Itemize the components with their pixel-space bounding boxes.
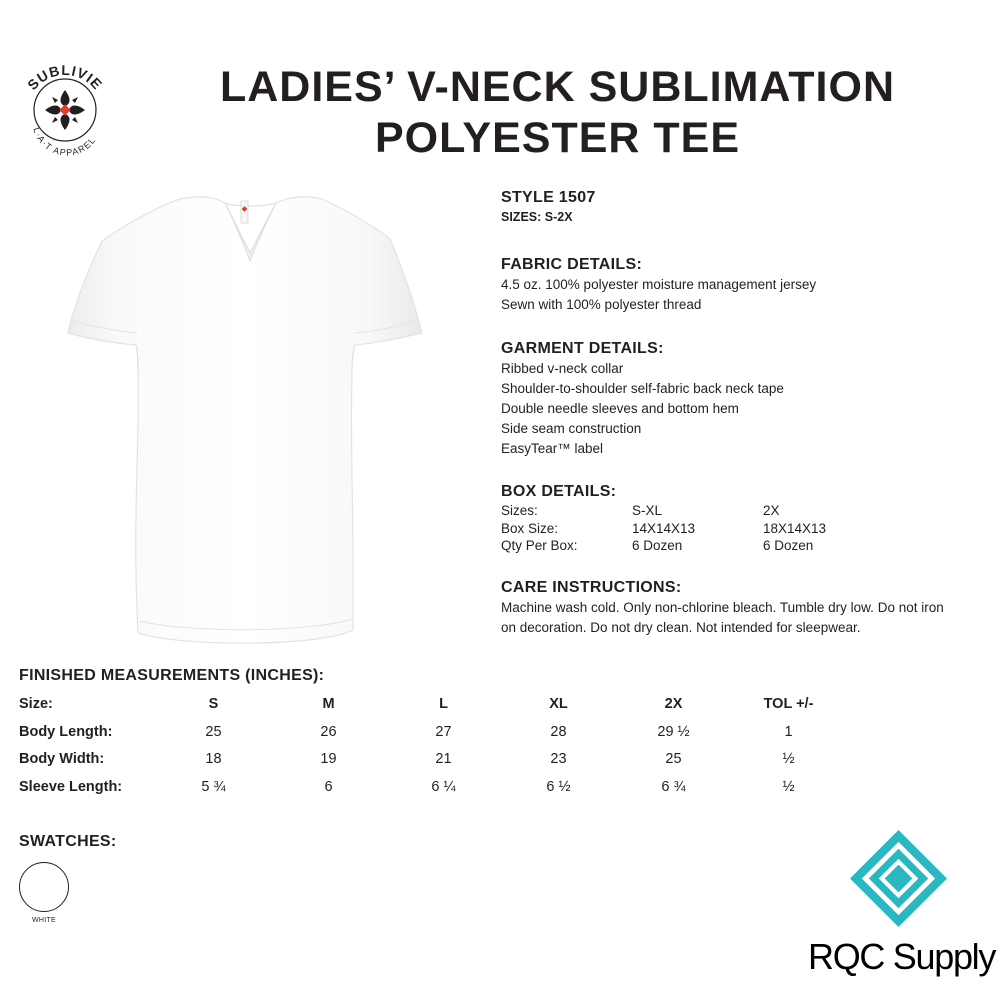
style-block	[501, 188, 596, 226]
box-cell: S-XL	[632, 503, 663, 518]
table-cell: 25	[205, 723, 222, 740]
box-row	[501, 537, 961, 555]
table-cell: 27	[435, 723, 452, 740]
style-number: STYLE 1507	[501, 189, 596, 206]
care-heading: CARE INSTRUCTIONS:	[501, 579, 682, 596]
garment-line: EasyTear™ label	[501, 441, 604, 456]
table-header-cell: S	[208, 696, 219, 712]
table-header-cell: XL	[549, 696, 568, 712]
box-cell: 14X14X13	[632, 520, 696, 536]
box-cell: 6 Dozen	[763, 538, 814, 553]
box-heading: BOX DETAILS:	[501, 483, 617, 500]
care-line: on decoration. Do not dry clean. Not intended for sleepwear.	[501, 620, 861, 635]
table-header-row	[19, 690, 846, 718]
fabric-heading: FABRIC DETAILS:	[501, 256, 643, 273]
table-cell: 25	[665, 751, 682, 768]
garment-line: Shoulder-to-shoulder self-fabric back neck tape	[501, 381, 784, 396]
box-cell: 18X14X13	[763, 520, 827, 536]
garment-details	[501, 339, 784, 459]
table-header-cell: L	[439, 696, 448, 712]
measurements-table	[19, 690, 846, 801]
box-cell: 2X	[763, 503, 780, 518]
title-line-2: POLYESTER TEE	[374, 114, 741, 162]
table-row	[19, 773, 846, 801]
table-cell: 28	[550, 723, 567, 740]
table-cell: 6 ¾	[661, 778, 686, 795]
sublivie-logo	[10, 55, 120, 165]
table-cell: 23	[550, 751, 567, 768]
garment-heading: GARMENT DETAILS:	[501, 340, 664, 357]
box-row	[501, 520, 961, 538]
fabric-line: 4.5 oz. 100% polyester moisture management jersey	[501, 277, 817, 292]
box-cell: Qty Per Box:	[501, 538, 578, 553]
page-title	[150, 62, 965, 164]
table-cell: ½	[782, 778, 795, 795]
garment-line: Ribbed v-neck collar	[501, 361, 624, 376]
care-line: Machine wash cold. Only non-chlorine bleach. Tumble dry low. Do not iron	[501, 600, 944, 615]
table-cell: 1	[784, 723, 793, 740]
table-cell: 19	[320, 751, 337, 768]
box-cell: 6 Dozen	[632, 538, 683, 553]
garment-line: Side seam construction	[501, 421, 642, 436]
table-header-cell: Size:	[19, 696, 53, 712]
table-cell: 26	[320, 723, 337, 740]
sublivie-seal-icon	[45, 90, 85, 130]
table-cell: 5 ¾	[201, 778, 226, 795]
table-cell: 18	[205, 751, 222, 768]
box-row	[501, 502, 961, 520]
svg-text:SUBLIVIE	[24, 62, 106, 93]
table-header-cell: TOL +/-	[763, 696, 814, 712]
sizes-range: SIZES: S-2X	[501, 210, 573, 224]
table-header-cell: M	[322, 696, 335, 712]
table-cell: 21	[435, 751, 452, 768]
measurements-heading: FINISHED MEASUREMENTS (INCHES):	[19, 667, 325, 684]
rqc-supply-wordmark: RQC Supply	[808, 936, 996, 977]
row-label: Body Width:	[19, 751, 105, 768]
color-swatch-white[interactable]	[19, 862, 69, 912]
table-cell: 6	[324, 778, 333, 795]
table-cell: ½	[782, 751, 795, 768]
title-line-1: LADIES’ V-NECK SUBLIMATION	[219, 63, 895, 111]
care-instructions	[501, 578, 991, 638]
brand-arc-text: SUBLIVIE	[24, 61, 106, 93]
swatch-label: WHITE	[31, 917, 57, 924]
box-cell: Sizes:	[501, 503, 538, 518]
brand-sub-text: L·A·T APPAREL	[31, 126, 98, 158]
row-label: Body Length:	[19, 723, 113, 740]
garment-line: Double needle sleeves and bottom hem	[501, 401, 739, 416]
fabric-details	[501, 255, 816, 315]
box-cell: Box Size:	[501, 520, 559, 536]
table-cell: 6 ½	[546, 778, 571, 795]
table-cell: 6 ¼	[431, 778, 456, 795]
table-row	[19, 746, 846, 774]
table-cell: 29 ½	[657, 723, 690, 740]
table-header-cell: 2X	[664, 696, 683, 712]
box-details	[501, 482, 961, 555]
swatches-heading: SWATCHES:	[19, 833, 117, 850]
rqc-diamond-icon	[849, 829, 948, 928]
white-v-neck-tee-icon	[60, 185, 435, 655]
row-label: Sleeve Length:	[19, 778, 123, 795]
table-row	[19, 718, 846, 746]
fabric-line: Sewn with 100% polyester thread	[501, 297, 702, 312]
